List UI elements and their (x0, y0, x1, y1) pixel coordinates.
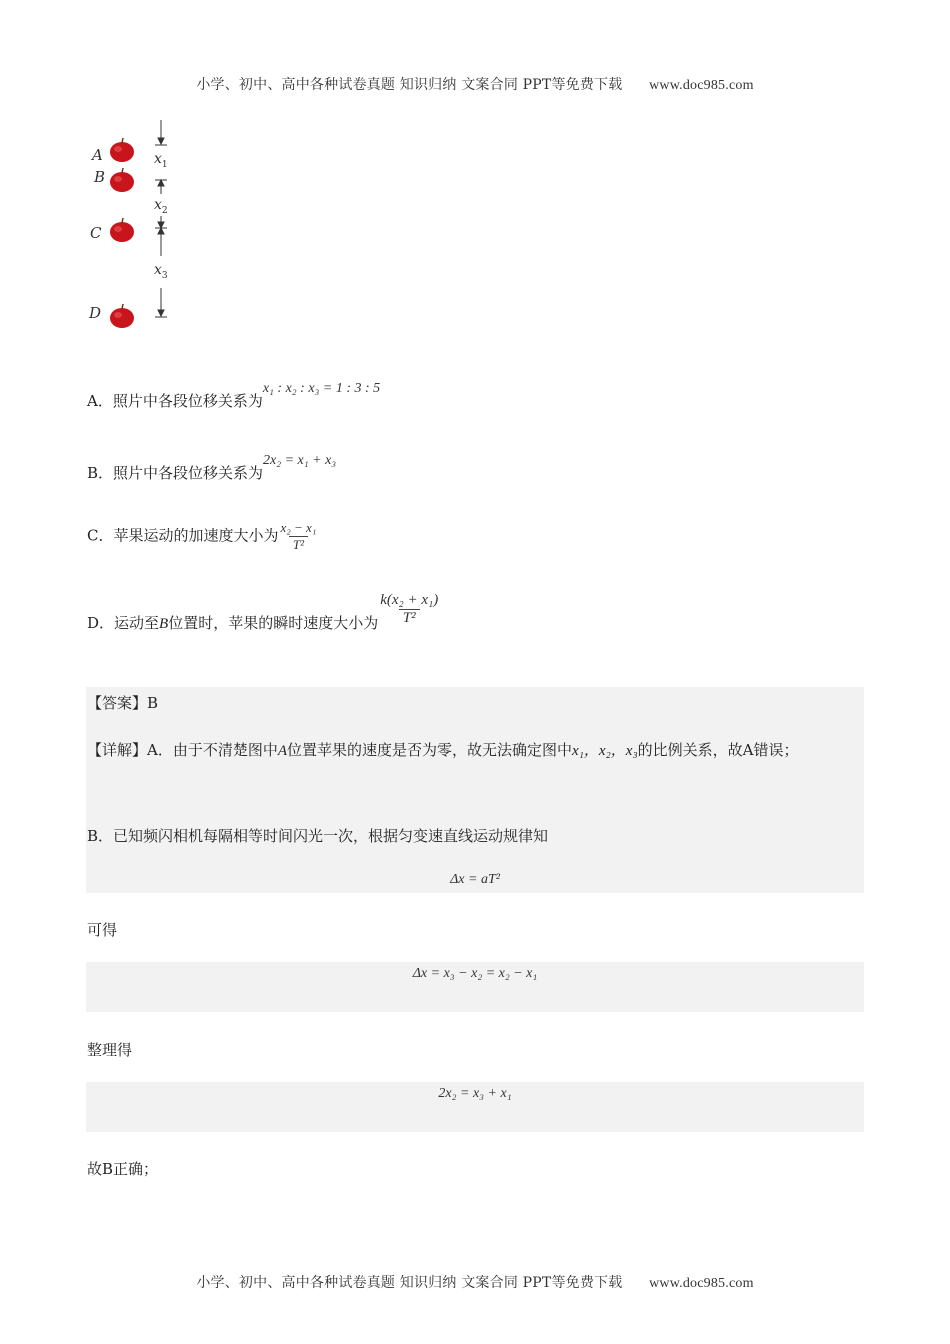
answer-panel (86, 687, 864, 893)
point-label-b: B (94, 168, 106, 186)
option-a-label: A．照片中各段位移关系为 (87, 392, 263, 410)
point-label-c: C (90, 224, 102, 242)
conclusion: 故B正确； (87, 1160, 159, 1178)
option-c-denominator: T² (289, 536, 308, 553)
footer-text: 小学、初中、高中各种试卷真题 知识归纳 文案合同 PPT等免费下载 (196, 1275, 623, 1291)
header-text: 小学、初中、高中各种试卷真题 知识归纳 文案合同 PPT等免费下载 (196, 77, 623, 93)
option-c-fraction (278, 520, 318, 553)
option-a (87, 376, 381, 410)
option-d (87, 592, 440, 632)
option-d-denominator: T² (399, 609, 420, 627)
option-c-label: C．苹果运动的加速度大小为 (87, 526, 279, 545)
segment-label-x2: $x_2$ (154, 197, 168, 216)
option-d-label-post: 位置时，苹果的瞬时速度大小为 (168, 613, 379, 632)
option-d-fraction (378, 592, 440, 627)
displacement-arrows (150, 118, 180, 324)
equation-2: Δx = x₃ − x₂ = x₂ − x₁ (412, 966, 538, 981)
point-label-a: A (92, 146, 103, 164)
apple-strobe-figure (86, 118, 206, 330)
apple-d-icon (108, 303, 136, 329)
option-d-numerator: k(x₂ + x₁) (380, 592, 439, 608)
apple-a-icon (108, 137, 136, 163)
header-site: www.doc985.com (649, 78, 754, 93)
option-b (87, 448, 337, 482)
text-zhengli: 整理得 (87, 1041, 133, 1059)
option-d-label-var: B (159, 615, 169, 632)
text-kede: 可得 (87, 921, 118, 939)
detail-a: 【详解】A．由于不清楚图中A位置苹果的速度是否为零，故无法确定图中x₁，x₂，x₃的比例关系，故A错误； (87, 741, 799, 759)
apple-c-icon (108, 217, 136, 243)
page-footer (0, 1272, 950, 1292)
option-d-label-pre: D．运动至 (87, 613, 160, 632)
detail-label: 【详解】 (87, 741, 148, 759)
footer-site: www.doc985.com (649, 1276, 754, 1291)
equation-3: 2x₂ = x₃ + x₁ (438, 1086, 512, 1101)
option-c (87, 520, 318, 553)
option-c-numerator: x₂ − x₁ (280, 520, 317, 535)
option-a-formula: x₁ : x₂ : x₃ = 1 : 3 : 5 (262, 381, 381, 396)
detail-b: B．已知频闪相机每隔相等时间闪光一次，根据匀变速直线运动规律知 (87, 827, 549, 845)
segment-label-x3: $x_3$ (154, 262, 168, 281)
equation-1: Δx = aT² (450, 872, 500, 887)
option-b-formula: 2x₂ = x₁ + x₃ (263, 453, 337, 468)
option-b-label: B．照片中各段位移关系为 (87, 464, 264, 482)
point-label-d: D (89, 304, 102, 322)
answer-label: 【答案】B (87, 694, 159, 712)
apple-b-icon (108, 167, 136, 193)
segment-label-x1: $x_1$ (154, 151, 168, 170)
page-header (0, 74, 950, 94)
